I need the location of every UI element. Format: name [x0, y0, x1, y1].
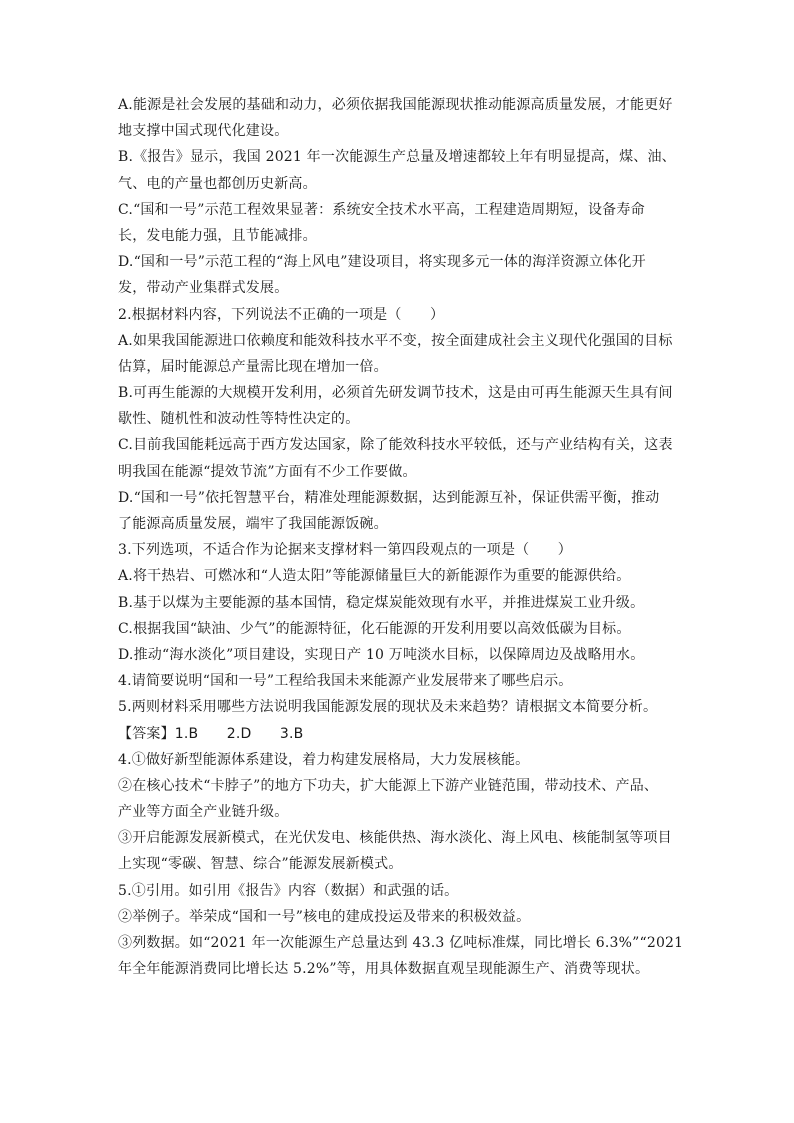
q1-option-b-line2: 气、电的产量也都创历史新高。 [118, 175, 317, 192]
q3-option-b: B.基于以煤为主要能源的基本国情，稳定煤炭能效现有水平，并推进煤炭工业升级。 [118, 594, 645, 611]
q1-option-c-line2: 长，发电能力强，且节能减排。 [118, 227, 317, 244]
answer-5-point-3-line2: 年全年能源消费同比增长达 5.2%”等，用具体数据直观呈现能源生产、消费等现状。 [118, 961, 650, 978]
question-2-stem: 2.根据材料内容，下列说法不正确的一项是（ ） [118, 306, 445, 323]
q3-option-a: A.将干热岩、可燃冰和“人造太阳”等能源储量巨大的新能源作为重要的能源供给。 [118, 568, 631, 585]
answer-4-point-3-line2: 上实现“零碳、智慧、综合”能源发展新模式。 [118, 856, 403, 873]
q1-option-a-line1: A.能源是社会发展的基础和动力，必须依据我国能源现状推动能源高质量发展，才能更好 [118, 97, 673, 113]
answer-4-point-2-line1: ②在核心技术“卡脖子”的地方下功夫，扩大能源上下游产业链范围，带动技术、产品、 [118, 777, 659, 794]
q2-option-b-line1: B.可再生能源的大规模开发利用，必须首先研发调节技术，这是由可再生能源天生具有间 [118, 385, 673, 402]
question-3-stem: 3.下列选项，不适合作为论据来支撑材料一第四段观点的一项是（ ） [118, 542, 572, 559]
q1-option-d-line1: D.“国和一号”示范工程的“海上风电”建设项目，将实现多元一体的海洋资源立体化开 [118, 254, 646, 271]
answer-5-point-1: 5.①引用。如引用《报告》内容（数据）和武强的话。 [118, 882, 459, 899]
q1-option-b-line1: B.《报告》显示，我国 2021 年一次能源生产总量及增速都较上年有明显提高，煤、油、 [118, 149, 676, 166]
answer-4-point-1: 4.①做好新型能源体系建设，着力构建发展格局，大力发展核能。 [118, 751, 530, 768]
answer-key: 【答案】1.B 2.D 3.B [118, 725, 304, 742]
q2-option-a-line1: A.如果我国能源进口依赖度和能效科技水平不变，按全面建成社会主义现代化强国的目标 [118, 332, 673, 349]
q1-option-d-line2: 发，带动产业集群式发展。 [118, 280, 289, 297]
q2-option-c-line1: C.目前我国能耗远高于西方发达国家，除了能效科技水平较低，还与产业结构有关，这表 [118, 437, 673, 454]
answer-4-point-3-line1: ③开启能源发展新模式，在光伏发电、核能供热、海水淡化、海上风电、核能制氢等项目 [118, 830, 672, 847]
q2-option-b-line2: 歇性、随机性和波动性等特性决定的。 [118, 411, 360, 428]
q2-option-a-line2: 估算，届时能源总产量需比现在增加一倍。 [118, 358, 388, 375]
question-5-stem: 5.两则材料采用哪些方法说明我国能源发展的现状及未来趋势？请根据文本简要分析。 [118, 699, 658, 716]
answer-5-point-2: ②举例子。举荣成“国和一号”核电的建成投运及带来的积极效益。 [118, 908, 531, 925]
question-4-stem: 4.请简要说明“国和一号”工程给我国未来能源产业发展带来了哪些启示。 [118, 673, 573, 690]
q1-option-c-line1: C.“国和一号”示范工程效果显著：系统安全技术水平高，工程建造周期短，设备寿命 [118, 201, 645, 218]
q3-option-d: D.推动“海水淡化”项目建设，实现日产 10 万吨淡水目标，以保障周边及战略用水。 [118, 646, 645, 663]
q1-option-a-line2: 地支撑中国式现代化建设。 [118, 123, 289, 140]
q2-option-c-line2: 明我国在能源“提效节流”方面有不少工作要做。 [118, 463, 417, 480]
answer-4-point-2-line2: 产业等方面全产业链升级。 [118, 804, 289, 821]
q2-option-d-line1: D.“国和一号”依托智慧平台，精准处理能源数据，达到能源互补，保证供需平衡，推动 [118, 489, 660, 506]
q2-option-d-line2: 了能源高质量发展，端牢了我国能源饭碗。 [118, 516, 388, 532]
answer-5-point-3-line1: ③列数据。如“2021 年一次能源生产总量达到 43.3 亿吨标准煤，同比增长 6.3%”“2021 [118, 935, 684, 951]
document-body [118, 92, 684, 982]
q3-option-c: C.根据我国“缺油、少气”的能源特征，化石能源的开发利用要以高效低碳为目标。 [118, 620, 631, 637]
